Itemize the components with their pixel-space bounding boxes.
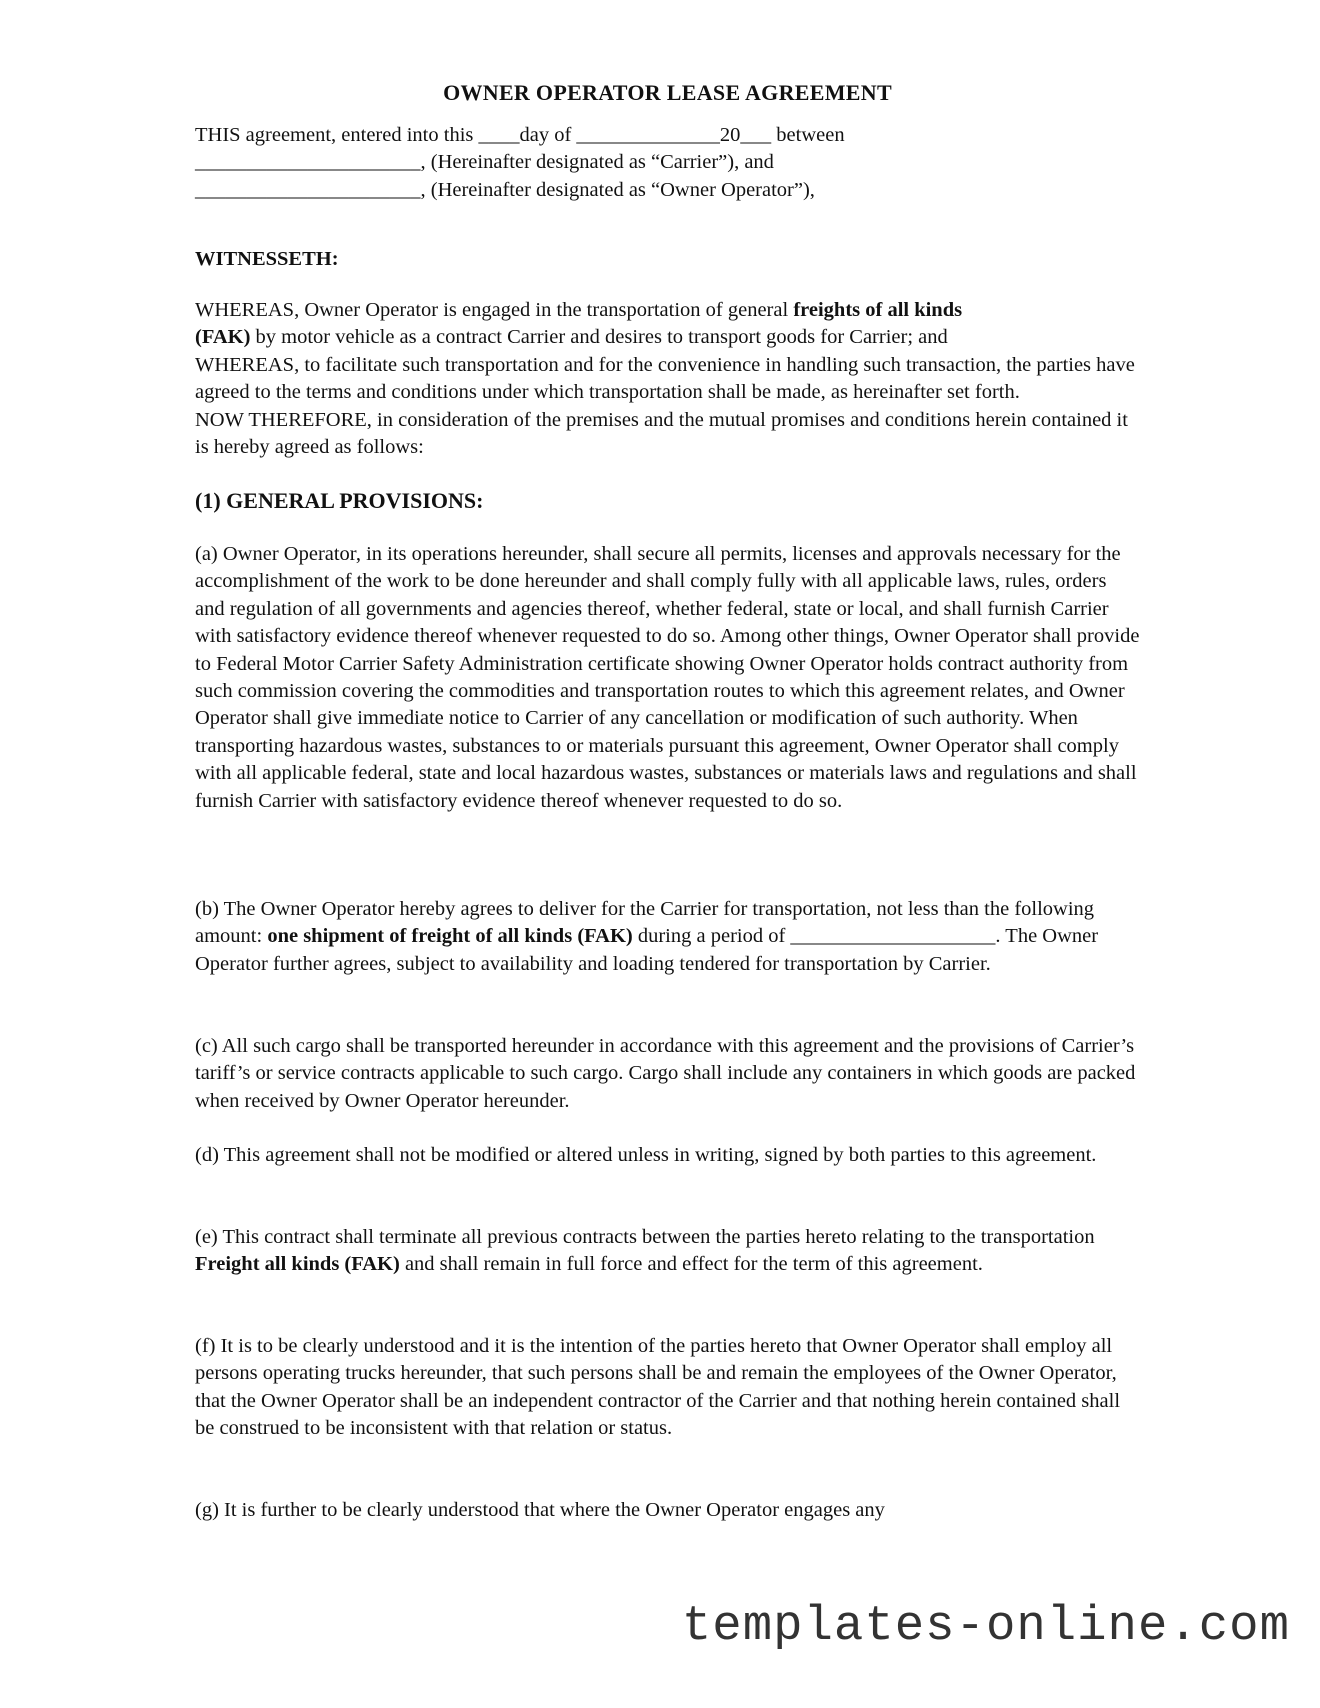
recital-whereas-1: WHEREAS, Owner Operator is engaged in the transportation of general freights of all kinds (FAK) by motor vehicle as a contract Carrier and desires to transport goods for Carrier; and xyxy=(195,299,963,349)
recital-now-therefore: NOW THEREFORE, in consideration of the premises and the mutual promises and conditions herein contained it is hereby agreed as follows: xyxy=(195,408,1128,459)
preamble xyxy=(195,122,1140,204)
preamble-line-3: ______________________, (Hereinafter designated as “Owner Operator”), xyxy=(195,178,815,201)
witnesseth-heading: WITNESSETH: xyxy=(195,248,339,270)
clause-c: (c) All such cargo shall be transported hereunder in accordance with this agreement and the provisions of Carrier’s tariff’s or service contracts applicable to such cargo. Cargo shall include any containers in which goods are packed when received by Owner Operator hereunder. xyxy=(195,1035,1136,1112)
recital-whereas-2: WHEREAS, to facilitate such transportation and for the convenience in handling such transaction, the parties have agreed to the terms and conditions under which transportation shall be made, as hereinafter set forth. xyxy=(195,353,1135,404)
preamble-line-2: ______________________, (Hereinafter designated as “Carrier”), and xyxy=(195,151,774,174)
clause-b: (b) The Owner Operator hereby agrees to deliver for the Carrier for transportation, not less than the following amount: one shipment of freight of all kinds (FAK) during a period of ____________________. The Owner Operator further agrees, subject to availability and loading tendered for transportation by Carrier. xyxy=(195,898,1099,975)
watermark: templates-online.com xyxy=(681,1598,1290,1654)
clause-e: (e) This contract shall terminate all previous contracts between the parties hereto relating to the transportation Freight all kinds (FAK) and shall remain in full force and effect for the term of this agreement. xyxy=(195,1226,1095,1276)
preamble-line-1: THIS agreement, entered into this ____day of ______________20___ between xyxy=(195,124,845,146)
document-title: OWNER OPERATOR LEASE AGREEMENT xyxy=(443,80,892,105)
clause-d: (d) This agreement shall not be modified or altered unless in writing, signed by both parties to this agreement. xyxy=(195,1144,1097,1166)
section-heading-general-provisions: (1) GENERAL PROVISIONS: xyxy=(195,488,484,513)
clause-f: (f) It is to be clearly understood and it is the intention of the parties hereto that Owner Operator shall employ all persons operating trucks hereunder, that such persons shall be and remain the employees of the Owner Operator, that the Owner Operator shall be an independent contractor of the Carrier and that nothing herein contained shall be construed to be inconsistent with that relation or status. xyxy=(195,1335,1121,1440)
clause-g: (g) It is further to be clearly understood that where the Owner Operator engages any xyxy=(195,1499,885,1521)
recitals xyxy=(195,297,1140,461)
clause-a: (a) Owner Operator, in its operations hereunder, shall secure all permits, licenses and approvals necessary for the accomplishment of the work to be done hereunder and shall comply fully with all applicable laws, rules, orders and regulation of all governments and agencies thereof, whether federal, state or local, and shall furnish Carrier with satisfactory evidence thereof whenever requested to do so. Among other things, Owner Operator shall provide to Federal Motor Carrier Safety Administration certificate showing Owner Operator holds contract authority from such commission covering the commodities and transportation routes to which this agreement relates, and Owner Operator shall give immediate notice to Carrier of any cancellation or modification of such authority. When transporting hazardous wastes, substances to or materials pursuant this agreement, Owner Operator shall comply with all applicable federal, state and local hazardous wastes, substances or materials laws and regulations and shall furnish Carrier with satisfactory evidence thereof whenever requested to do so. xyxy=(195,543,1140,812)
